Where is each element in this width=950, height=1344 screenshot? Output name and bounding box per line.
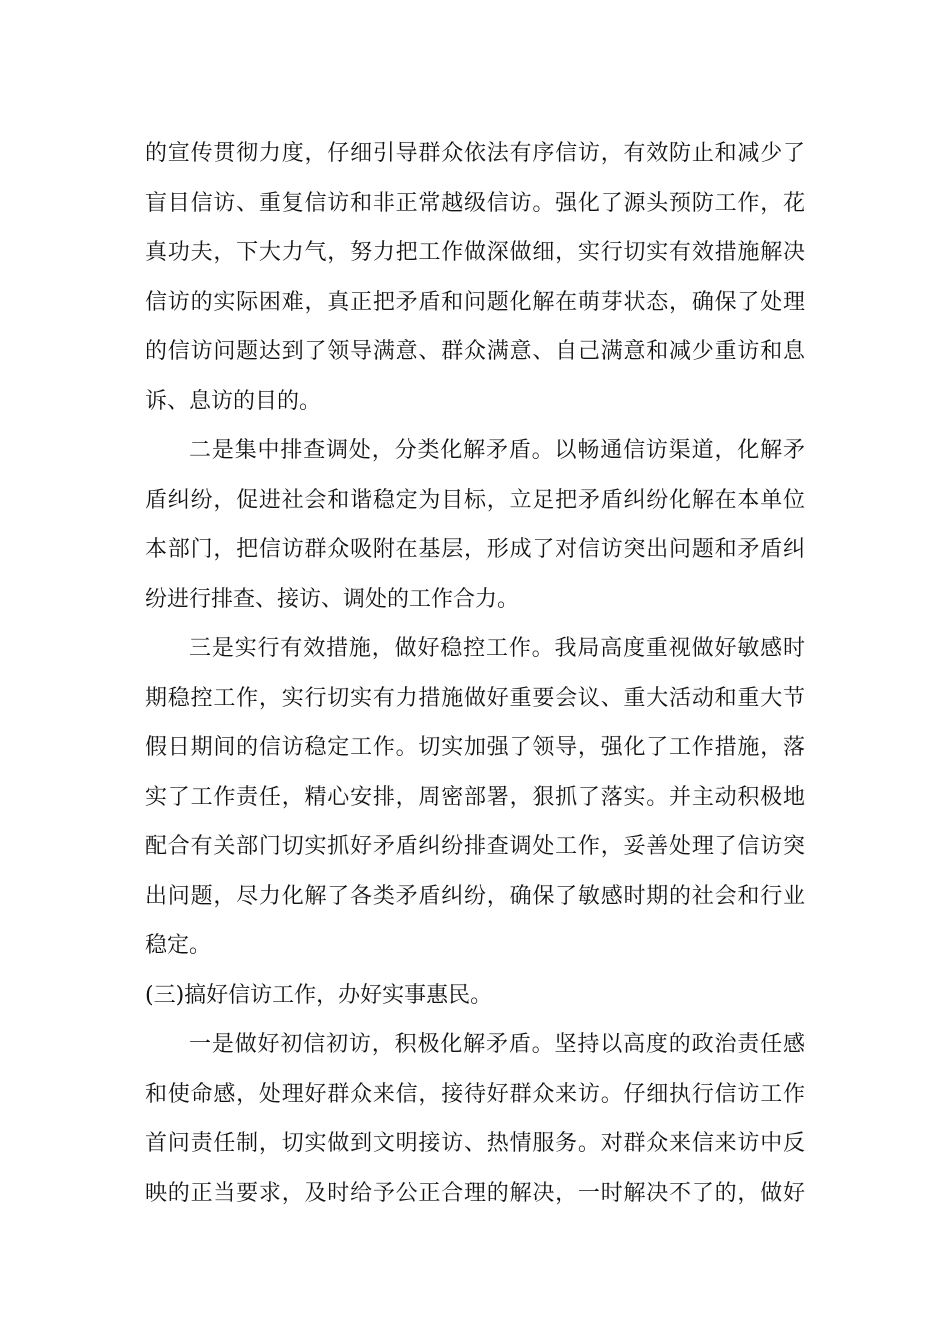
- text-line: 映的正当要求，及时给予公正合理的解决，一时解决不了的，做好: [145, 1180, 805, 1206]
- document-body: [145, 129, 805, 1218]
- text-line: 配合有关部门切实抓好矛盾纠纷排查调处工作，妥善处理了信访突: [145, 834, 805, 859]
- text-line: 信访的实际困难，真正把矛盾和问题化解在萌芽状态，确保了处理: [145, 289, 805, 315]
- text-line: 假日期间的信访稳定工作。切实加强了领导，强化了工作措施，落: [145, 735, 805, 760]
- text-line: 盲目信访、重复信访和非正常越级信访。强化了源头预防工作，花: [145, 190, 805, 216]
- text-line: 本部门，把信访群众吸附在基层，形成了对信访突出问题和矛盾纠: [145, 537, 805, 562]
- text-line: 首问责任制，切实做到文明接访、热情服务。对群众来信来访中反: [145, 1131, 805, 1156]
- text-line: 诉、息访的目的。: [145, 388, 322, 414]
- text-line: 实了工作责任，精心安排，周密部署，狠抓了落实。并主动积极地: [145, 784, 805, 810]
- text-line: 和使命感，处理好群众来信，接待好群众来访。仔细执行信访工作: [145, 1081, 805, 1107]
- text-line: 期稳控工作，实行切实有力措施做好重要会议、重大活动和重大节: [145, 685, 805, 711]
- paragraph-start-line: 三是实行有效措施，做好稳控工作。我局高度重视做好敏感时: [189, 636, 805, 661]
- paragraph-start-line: 二是集中排查调处，分类化解矛盾。以畅通信访渠道，化解矛: [189, 438, 805, 463]
- section-heading: (三)搞好信访工作，办好实事惠民。: [145, 982, 493, 1008]
- paragraph-start-line: 一是做好初信初访，积极化解矛盾。坚持以高度的政治责任感: [189, 1032, 805, 1057]
- text-line: 盾纠纷，促进社会和谐稳定为目标，立足把矛盾纠纷化解在本单位: [145, 487, 805, 513]
- text-line: 的信访问题达到了领导满意、群众满意、自己满意和减少重访和息: [145, 339, 805, 364]
- text-line: 真功夫，下大力气，努力把工作做深做细，实行切实有效措施解决: [145, 240, 805, 265]
- text-line: 的宣传贯彻力度，仔细引导群众依法有序信访，有效防止和减少了: [145, 141, 805, 166]
- text-line: 纷进行排查、接访、调处的工作合力。: [145, 586, 520, 612]
- text-line: 出问题，尽力化解了各类矛盾纠纷，确保了敏感时期的社会和行业: [145, 883, 805, 909]
- text-line: 稳定。: [145, 933, 212, 958]
